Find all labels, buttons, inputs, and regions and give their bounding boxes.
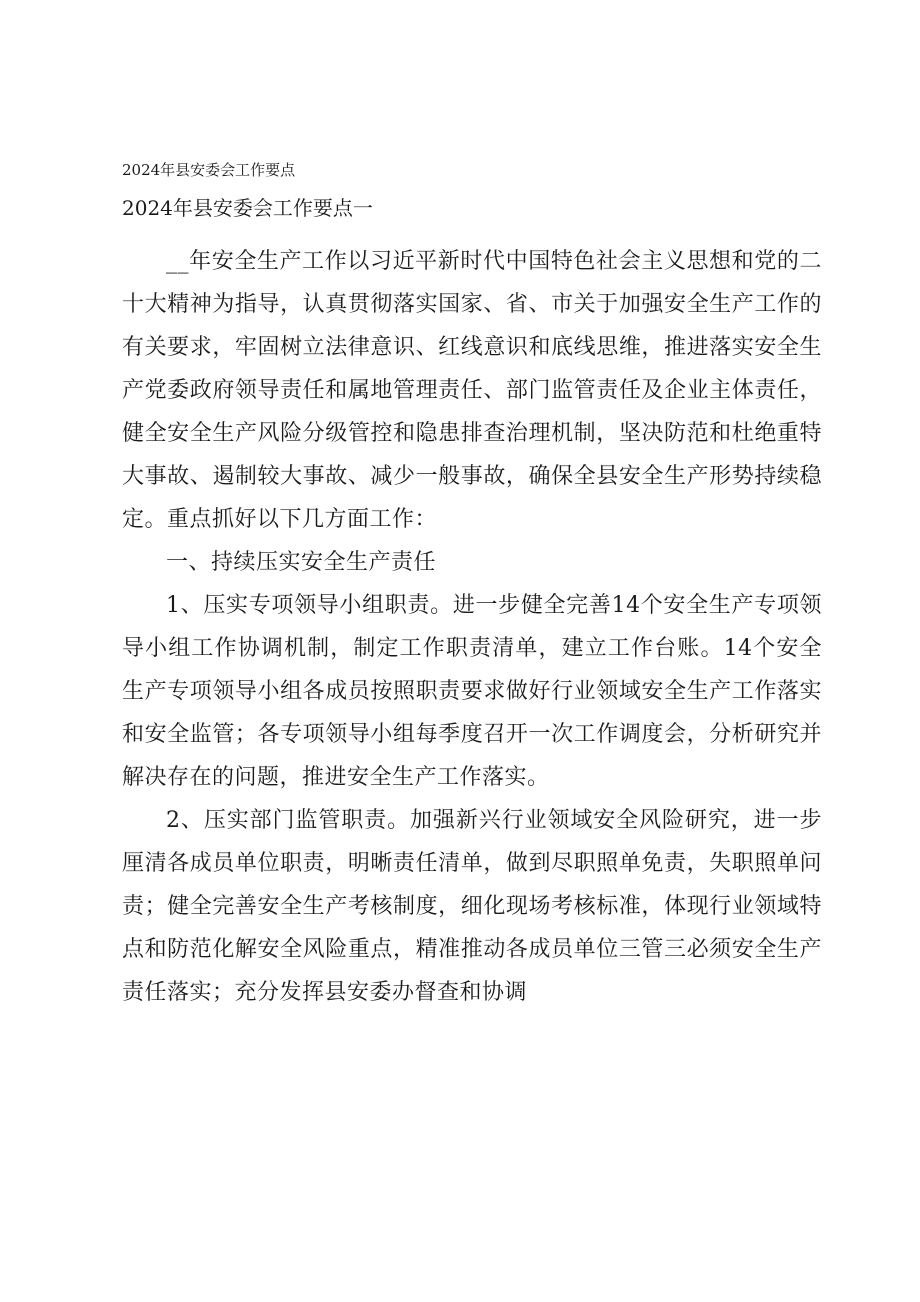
document-title: 2024年县安委会工作要点一 xyxy=(122,196,373,220)
paragraph-intro: __年安全生产工作以习近平新时代中国特色社会主义思想和党的二十大精神为指导，认真贯彻落实国家、省、市关于加强安全生产工作的有关要求，牢固树立法律意识、红线意识和底线思维，推进落实安全生产党委政府领导责任和属地管理责任、部门监管责任及企业主体责任，健全安全生产风险分级管控和隐患排查治理机制，坚决防范和杜绝重特大事故、遏制较大事故、减少一般事故，确保全县安全生产形势持续稳定。重点抓好以下几方面工作： xyxy=(122,249,822,532)
paragraph-item-2: 2、压实部门监管职责。加强新兴行业领域安全风险研究，进一步厘清各成员单位职责，明晰责任清单，做到尽职照单免责，失职照单问责；健全完善安全生产考核制度，细化现场考核标准，体现行业领域特点和防范化解安全风险重点，精准推动各成员单位三管三必须安全生产责任落实；充分发挥县安委办督查和协调 xyxy=(122,808,822,1005)
section-heading: 一、持续压实安全生产责任 xyxy=(166,550,437,575)
document-header: 2024年县安委会工作要点 xyxy=(122,161,296,179)
paragraph-item-1: 1、压实专项领导小组职责。进一步健全完善14个安全生产专项领导小组工作协调机制，制定工作职责清单，建立工作台账。14个安全生产专项领导小组各成员按照职责要求做好行业领域安全生产工作落实和安全监管；各专项领导小组每季度召开一次工作调度会，分析研究并解决存在的问题，推进安全生产工作落实。 xyxy=(122,593,822,790)
document-body xyxy=(122,240,822,1014)
